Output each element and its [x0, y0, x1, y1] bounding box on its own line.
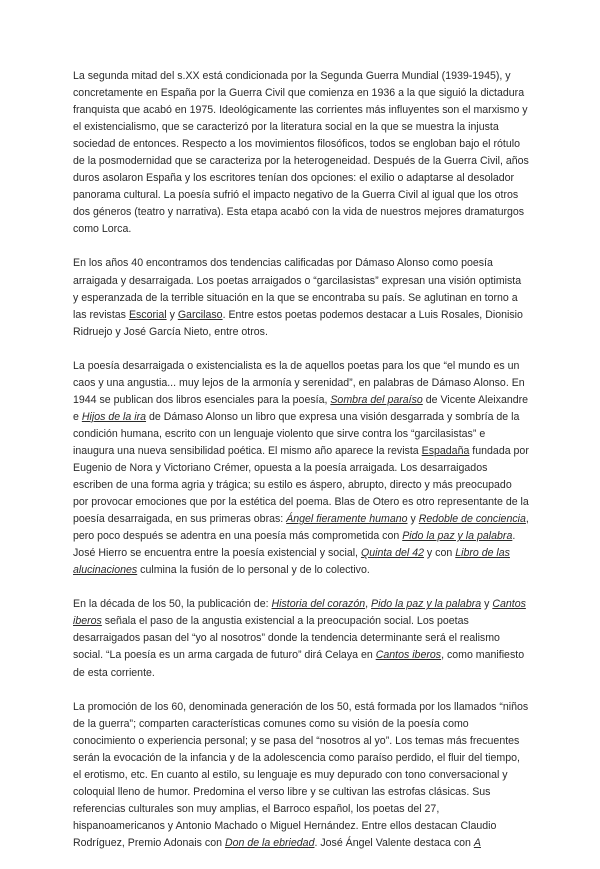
text-run: y	[166, 308, 178, 321]
work-title: Historia del corazón	[271, 598, 366, 611]
work-title: Escorial	[128, 308, 167, 321]
paragraph-3	[73, 358, 529, 580]
work-title: Don de la ebriedad	[224, 836, 315, 849]
text-run: de Vicente Aleixandre e	[73, 393, 529, 423]
work-title: Quinta del 42	[360, 547, 424, 560]
paragraph-1	[73, 68, 529, 238]
text-run: . José Ángel Valente destaca con	[314, 836, 474, 849]
text-run: , pero poco después se adentra en una poesía más comprometida con	[73, 513, 529, 543]
work-title: Redoble de conciencia	[418, 513, 526, 526]
text-run: En la década de los 50, la publicación de:	[73, 598, 272, 611]
paragraph-5	[73, 699, 529, 852]
work-title: Sombra del paraíso	[330, 393, 423, 406]
document-body	[73, 68, 529, 869]
text-run: . José Hierro se encuentra entre la poesía existencial y social,	[73, 530, 516, 560]
work-title: Espadaña	[421, 444, 470, 457]
text-run: , como manifiesto de esta corriente.	[73, 649, 525, 679]
text-run: y	[481, 598, 493, 611]
text-run: ,	[365, 598, 371, 611]
work-title: A	[473, 836, 481, 849]
work-title: Hijos de la ira	[81, 410, 147, 423]
work-title: Cantos iberos	[73, 598, 526, 628]
work-title: Cantos iberos	[375, 649, 442, 662]
work-title: Pido la paz y la palabra	[371, 598, 482, 611]
text-run: fundada por Eugenio de Nora y Victoriano Crémer, opuesta a la poesía arraigada. Los desarraigados escriben de una forma agria y trágica; su estilo es áspero, abrupto, directo y más preocupado por provocar emociones que por la estética del poema. Blas de Otero es otro representante de la poesía desarraigada, en sus primeras obras:	[73, 444, 529, 526]
text-run: La poesía desarraigada o existencialista es la de aquellos poetas para los que “el mundo es un caos y una angustia... muy lejos de la armonía y serenidad”, en palabras de Dámaso Alonso. En 1944 se publican dos libros esenciales para la poesía,	[73, 359, 525, 406]
paragraph-2	[73, 255, 529, 340]
text-run: La promoción de los 60, denominada generación de los 50, está formada por los llamados “niños de la guerra”; comparten características comunes como su visión de la poesía como conocimiento o experiencia personal; y se pasa del “nosotros al yo”. Los temas más frecuentes serán la evocación de la infancia y de la adolescencia como paraíso perdido, el fluir del tiempo, el erotismo, etc. En cuanto al estilo, su lenguaje es muy depurado con tono conversacional y coloquial lleno de humor. Predomina el verso libre y se cultivan las estrofas clásicas. Sus referencias culturales son muy amplias, el Barroco español, los poetas del 27, hispanoamericanos y Antonio Machado o Miguel Hernández. Entre ellos destacan Claudio Rodríguez, Premio Adonais con	[73, 700, 529, 849]
work-title: Pido la paz y la palabra	[402, 530, 513, 543]
text-run: y	[407, 513, 419, 526]
text-run: señala el paso de la angustia existencial a la preocupación social. Los poetas desarraigados pasan del “yo al nosotros” donde la tendencia determinante será el realismo social. “La poesía es un arma cargada de futuro” dirá Celaya en	[73, 615, 500, 662]
text-run: . Entre estos poetas podemos destacar a Luis Rosales, Dionisio Ridruejo y José García Nieto, entre otros.	[73, 308, 523, 338]
text-run: y con	[423, 547, 456, 560]
paragraph-4	[73, 596, 529, 681]
text-run: culmina la fusión de lo personal y de lo colectivo.	[137, 564, 370, 577]
work-title: Libro de las alucinaciones	[73, 547, 510, 577]
text-run: En los años 40 encontramos dos tendencias calificadas por Dámaso Alonso como poesía arraigada y desarraigada. Los poetas arraigados o “garcilasistas” expresan una visión optimista y esperanzada de la terrible situación en la que se encontraba su país. Se aglutinan en torno a las revistas	[73, 257, 522, 321]
work-title: Garcilaso	[177, 308, 223, 321]
text-run: de Dámaso Alonso un libro que expresa una visión desgarrada y sombría de la condición humana, escrito con un lenguaje violento que sirve contra los “garcilasistas” e inaugura una nueva sensibilidad poética. El mismo año aparece la revista	[73, 410, 520, 457]
text-run: La segunda mitad del s.XX está condicionada por la Segunda Guerra Mundial (1939-1945), y concretamente en España por la Guerra Civil que comienza en 1936 a la que siguió la dictadura franquista que acabó en 1975. Ideológicamente las corrientes más influyentes son el marxismo y el existencialismo, que se caracterizó por la literatura social en la que se muestra la injusta sociedad de entonces. Respecto a los movimientos filosóficos, todos se engloban bajo el rótulo de la posmodernidad que se caracteriza por la heterogeneidad. Después de la Guerra Civil, años duros asolaron España y los escritores tenían dos opciones: el exilio o adaptarse al desolador panorama cultural. La poesía sufrió el impacto negativo de la Guerra Civil al igual que los otros dos géneros (teatro y narrativa). Esta etapa acabó con la vida de nuestros mejores dramaturgos como Lorca.	[73, 70, 529, 236]
work-title: Ángel fieramente humano	[286, 513, 408, 526]
